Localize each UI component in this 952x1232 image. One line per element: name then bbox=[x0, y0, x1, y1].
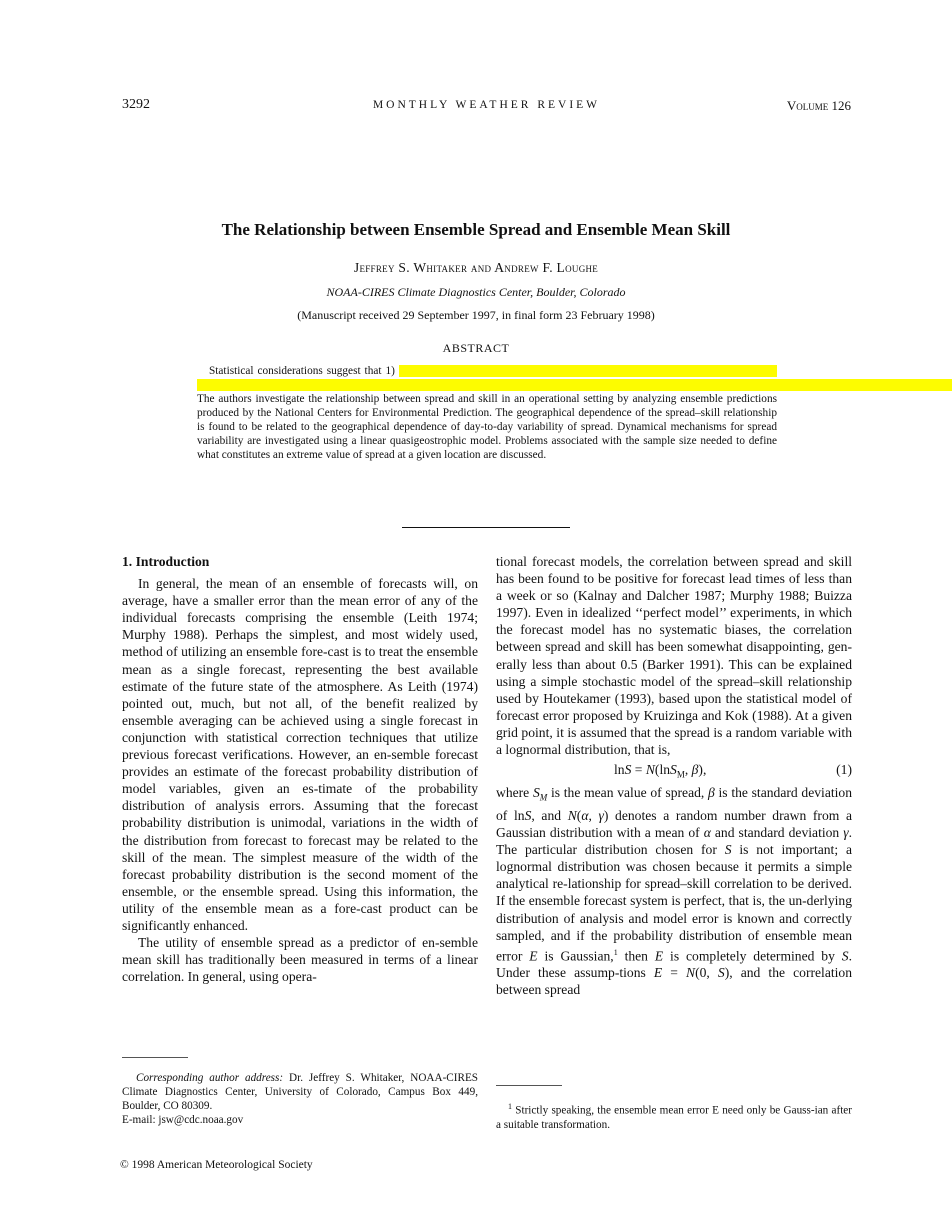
equation-1 bbox=[496, 760, 852, 780]
equation-body: lnS = N(lnS$_M$, β), bbox=[614, 762, 707, 780]
copyright: © 1998 American Meteorological Society bbox=[120, 1159, 313, 1171]
paragraph-4: where $S_M$ is the mean value of spread, β is the standard deviation of lnS, and N(α, γ) denotes a random number drawn from a Gaussian distribution with a mean of α and standard deviation γ. The particular distribution chosen for S is not important; a lognormal distribution was chosen because it permits a simple analytical re-lationship for spread–skill correlation to be derived. If the ensemble forecast system is perfect, that is, the un-derlying distribution of analysis and model error is known and correctly sampled, and if the probability distribution of ensemble mean error E is Gaussian,$^1$ then E is completely determined by S. Under these assump-tions E = N(0, S), and the correlation between spread bbox=[496, 785, 853, 998]
footnote-rule-left bbox=[122, 1057, 188, 1058]
footnote-mark: 1 bbox=[508, 1102, 512, 1111]
section-heading: 1. Introduction bbox=[122, 554, 210, 569]
abstract-text: The authors investigate the relationship between spread and skill in an operational setting by analyzing ensemble predictions produced by the National Centers for Environmental Prediction. The geographical dependence of the spread–skill relationship is found to be related to the geographical dependence of day-to-day variability of spread. Dynamical mechanisms for spread variability are investigated using a linear quasigeostrophic model. Problems associated with the sample size needed to define what constitutes an extreme value of spread at a given location are discussed. bbox=[197, 393, 777, 461]
section-divider bbox=[402, 527, 570, 528]
corresponding-label: Corresponding author address: bbox=[136, 1072, 284, 1084]
paragraph-1: In general, the mean of an ensemble of forecasts will, on average, have a smaller error than the mean error of any of the individual forecasts comprising the ensemble (Leith 1974; Murphy 1988). Perhaps the simplest, and most widely used, method of utilizing an ensemble fore-cast is to treat the ensemble mean as a single forecast, representing the best available estimate of the future state of the atmosphere. As Leith (1974) pointed out, much, but not all, of the benefit realized by ensemble averaging can be achieved using a single forecast in conjunction with statistical correction techniques that utilize previous forecast verifications. However, an en-semble forecast provides an estimate of the forecast probability distribution of model variables, given an es-timate of the probability distribution of analysis errors. Assuming that the forecast probability distribution is unimodal, variations in the width of the distribution from forecast to forecast may be related to the skill of the mean. The simplest measure of the width of the forecast probability distribution is the second moment of the ensemble, or the ensemble spread. Using this information, the utility of the ensemble mean as a fore-cast product can be significantly enhanced. bbox=[122, 576, 478, 933]
footnote-1-text: Strictly speaking, the ensemble mean error E need only be Gauss-ian after a suitable transformation. bbox=[496, 1104, 852, 1131]
corresponding-text: Dr. Jeffrey S. Whitaker, NOAA-CIRES Climate Diagnostics Center, University of Colorado, Campus Box 449, Boulder, CO 80309. bbox=[122, 1072, 479, 1112]
corresponding-author-footnote bbox=[122, 1071, 478, 1127]
manuscript-received: (Manuscript received 29 September 1997, in final form 23 February 1998) bbox=[297, 308, 655, 322]
paragraph-2: The utility of ensemble spread as a predictor of en-semble mean skill has traditionally been measured in terms of a linear correlation. In general, using opera- bbox=[122, 935, 478, 985]
paper-title: The Relationship between Ensemble Spread and Ensemble Mean Skill bbox=[221, 220, 731, 239]
paragraph-3: tional forecast models, the correlation between spread and skill has been found to be positive for forecast lead times of less than a week or so (Kalnay and Dalcher 1987; Murphy 1988; Buizza 1997). Even in idealized ‘‘perfect model’’ experiments, in which the forecast model has no systematic biases, the correlation between spread and skill has been somewhat disappointing, gen-erally less than about 0.5 (Barker 1991). This can be explained using a simple stochastic model of the spread–skill relationship used by Houtekamer (1993), based upon the statistical model of forecast error proposed by Kruizinga and Kok (1988). At a given grid point, it is assumed that the spread is a random variable with a lognormal distribution, that is, bbox=[496, 554, 852, 758]
abstract-heading: ABSTRACT bbox=[442, 341, 510, 355]
left-column bbox=[122, 553, 478, 985]
right-column bbox=[496, 553, 852, 999]
abstract bbox=[197, 364, 777, 462]
authors: Jeffrey S. Whitaker and Andrew F. Loughe bbox=[353, 260, 599, 275]
page-number: 3292 bbox=[122, 97, 150, 112]
corresponding-email[interactable]: E-mail: jsw@cdc.noaa.gov bbox=[122, 1114, 244, 1126]
volume-label: Volume 126 bbox=[786, 98, 851, 113]
footnote-1 bbox=[496, 1100, 852, 1132]
affiliation: NOAA-CIRES Climate Diagnostics Center, Boulder, Colorado bbox=[326, 285, 626, 299]
equation-number: (1) bbox=[836, 762, 852, 778]
running-head bbox=[122, 97, 851, 115]
journal-name: MONTHLY WEATHER REVIEW bbox=[372, 99, 601, 111]
abstract-lead: Statistical considerations suggest that 1) bbox=[209, 365, 395, 377]
footnote-rule-right bbox=[496, 1085, 562, 1086]
